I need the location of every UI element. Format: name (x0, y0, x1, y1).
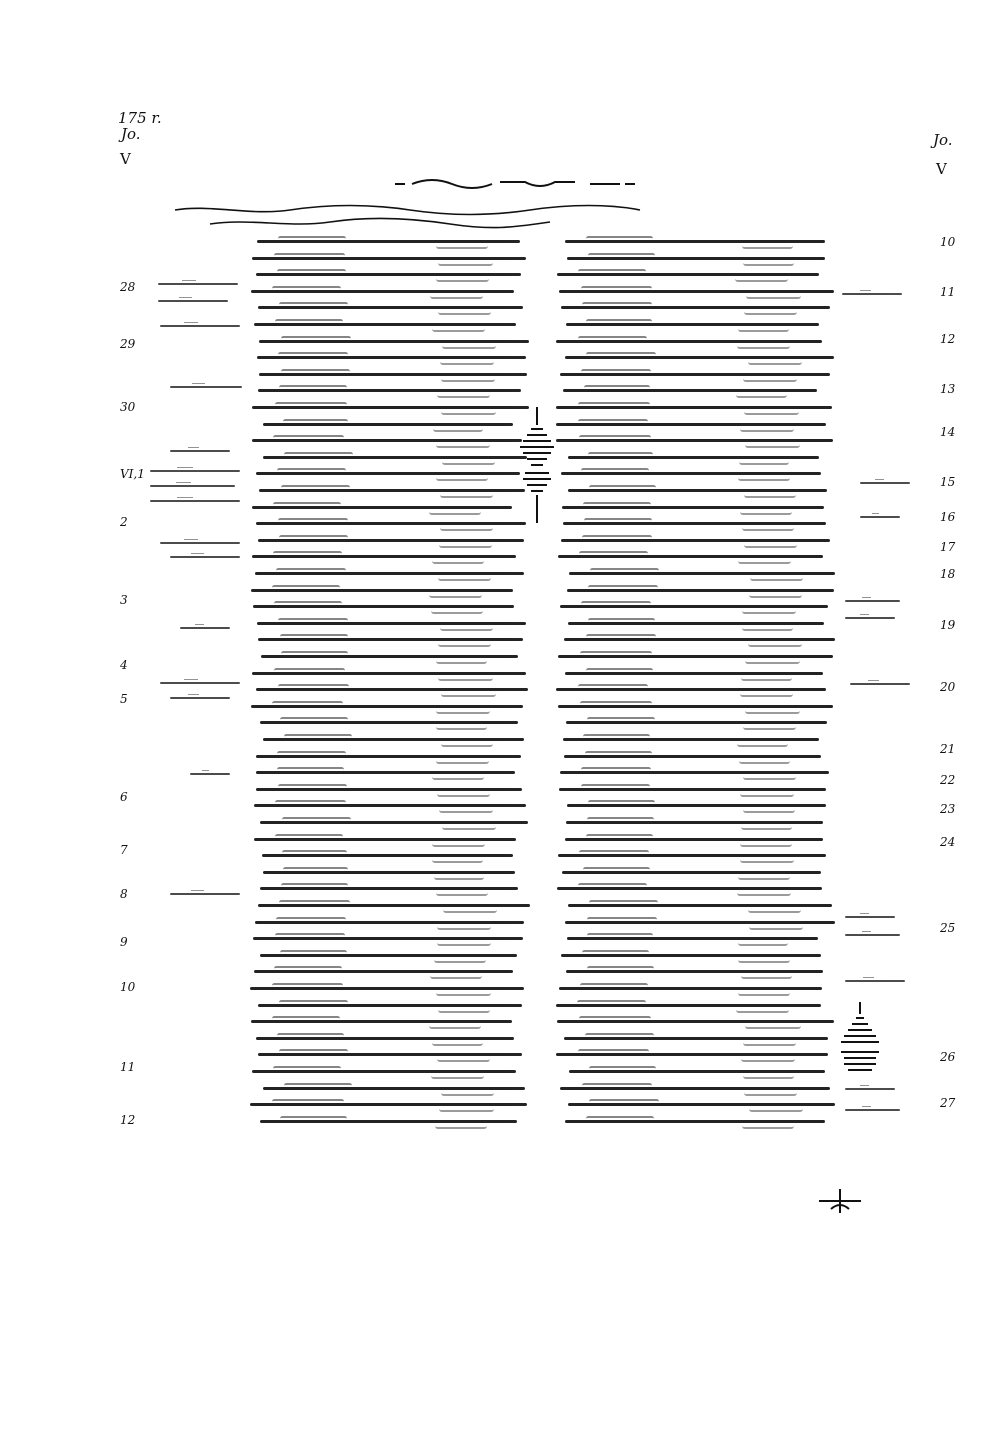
verse-number: 11 (940, 285, 956, 299)
script-line (563, 389, 817, 392)
script-line (566, 821, 822, 824)
script-line (263, 738, 524, 741)
left-text-column (250, 240, 530, 1140)
script-line (257, 622, 526, 625)
header-title-script (390, 172, 640, 194)
script-line (256, 688, 528, 691)
script-line (253, 605, 514, 608)
script-line (256, 522, 526, 525)
script-line (260, 887, 518, 890)
verse-number: 9 (120, 935, 128, 949)
script-line (255, 921, 524, 924)
margin-gloss (170, 450, 230, 452)
folio-book-right: Jo. (933, 131, 953, 149)
script-line (258, 1053, 521, 1056)
script-line (558, 555, 823, 558)
script-line (258, 1004, 522, 1007)
ornament-right-icon (838, 1000, 882, 1080)
script-line (567, 257, 825, 260)
margin-gloss (842, 293, 902, 295)
script-line (251, 589, 513, 592)
script-line (260, 954, 517, 957)
margin-gloss (160, 682, 240, 684)
script-line (568, 456, 819, 459)
script-line (259, 489, 525, 492)
verse-number: 13 (940, 382, 956, 396)
script-line (560, 373, 830, 376)
script-line (561, 306, 830, 309)
script-line (558, 854, 827, 857)
script-line (259, 373, 527, 376)
script-line (251, 1020, 512, 1023)
verse-number: 24 (940, 835, 956, 849)
script-line (565, 240, 824, 243)
margin-gloss (845, 600, 900, 602)
verse-number: 12 (120, 1113, 136, 1127)
margin-gloss (180, 627, 230, 629)
script-line (252, 257, 526, 260)
margin-gloss (160, 325, 240, 327)
script-line (561, 472, 821, 475)
script-line (568, 489, 828, 492)
margin-gloss (845, 1088, 895, 1090)
script-line (258, 904, 530, 907)
script-line (567, 937, 818, 940)
script-line (258, 389, 521, 392)
script-line (569, 572, 835, 575)
script-line (260, 821, 527, 824)
script-line (262, 854, 513, 857)
script-line (260, 721, 519, 724)
script-line (557, 273, 819, 276)
script-line (252, 406, 529, 409)
margin-gloss (150, 470, 240, 472)
script-line (560, 605, 828, 608)
script-line (568, 1103, 835, 1106)
script-line (258, 306, 522, 309)
margin-gloss (850, 683, 910, 685)
margin-gloss (190, 773, 230, 775)
script-line (563, 738, 819, 741)
script-line (256, 755, 521, 758)
margin-gloss (158, 300, 228, 302)
script-line (560, 771, 829, 774)
margin-gloss (860, 516, 900, 518)
script-line (565, 1120, 825, 1123)
script-line (566, 970, 823, 973)
verse-number: 4 (120, 658, 128, 672)
script-line (556, 1053, 828, 1056)
script-line (256, 1037, 514, 1040)
margin-gloss (160, 542, 240, 544)
script-line (256, 472, 520, 475)
script-line (556, 1004, 822, 1007)
chapter-right: V (936, 160, 947, 178)
verse-number: 16 (940, 510, 956, 524)
script-line (254, 838, 516, 841)
script-line (556, 439, 833, 442)
script-line (567, 804, 826, 807)
script-line (559, 290, 835, 293)
verse-number: 22 (940, 773, 956, 787)
script-line (564, 638, 835, 641)
margin-gloss (170, 556, 240, 558)
script-line (562, 506, 824, 509)
ornament-left-icon (517, 405, 557, 525)
script-line (564, 1037, 827, 1040)
script-line (565, 838, 823, 841)
script-line (560, 1087, 830, 1090)
script-line (252, 1070, 516, 1073)
verse-number: 25 (940, 921, 956, 935)
verse-number: 15 (940, 475, 956, 489)
margin-gloss (158, 283, 238, 285)
verse-number: 17 (940, 540, 956, 554)
script-line (561, 954, 821, 957)
script-line (254, 804, 526, 807)
script-line (255, 572, 524, 575)
verse-number: 26 (940, 1050, 956, 1064)
script-line (566, 721, 827, 724)
script-line (252, 672, 526, 675)
chapter-left: V (120, 150, 131, 168)
margin-gloss (845, 934, 900, 936)
verse-number: 5 (120, 692, 128, 706)
script-line (567, 589, 834, 592)
script-line (258, 638, 522, 641)
script-line (565, 356, 834, 359)
margin-gloss (170, 386, 242, 388)
verse-number: 10 (940, 235, 956, 249)
margin-gloss (150, 500, 240, 502)
verse-number: 7 (120, 843, 128, 857)
script-line (263, 423, 512, 426)
script-line (568, 904, 832, 907)
script-line (556, 340, 821, 343)
margin-gloss (170, 893, 240, 895)
script-line (557, 1020, 834, 1023)
script-line (263, 456, 526, 459)
verse-number: 18 (940, 567, 956, 581)
script-line (559, 788, 825, 791)
script-line (565, 921, 835, 924)
script-line (250, 987, 523, 990)
verse-number: 27 (940, 1096, 956, 1110)
verse-number: VI,1 (120, 467, 145, 481)
script-line (558, 655, 833, 658)
verse-number: 21 (940, 742, 956, 756)
script-line (562, 871, 821, 874)
verse-number: 3 (120, 593, 128, 607)
verse-number: 20 (940, 680, 956, 694)
script-line (257, 240, 520, 243)
margin-gloss (150, 485, 235, 487)
script-line (563, 522, 826, 525)
script-line (259, 340, 528, 343)
script-line (561, 539, 830, 542)
margin-gloss (845, 916, 895, 918)
script-line (566, 323, 819, 326)
script-line (559, 987, 822, 990)
script-line (252, 506, 512, 509)
verse-number: 14 (940, 425, 956, 439)
margin-gloss (845, 1109, 900, 1111)
end-cross-icon (815, 1185, 865, 1215)
header-colophon-script (170, 202, 650, 232)
script-line (260, 1120, 518, 1123)
script-line (257, 356, 526, 359)
script-line (556, 406, 832, 409)
script-line (256, 771, 515, 774)
margin-gloss (845, 617, 895, 619)
margin-gloss (170, 697, 230, 699)
verse-number: 11 (120, 1060, 136, 1074)
script-line (568, 622, 824, 625)
right-text-column (555, 240, 840, 1140)
script-line (258, 539, 524, 542)
script-line (251, 290, 514, 293)
margin-gloss (845, 980, 905, 982)
verse-number: 6 (120, 790, 128, 804)
script-line (565, 672, 823, 675)
script-line (251, 705, 523, 708)
script-line (558, 705, 833, 708)
script-line (256, 788, 522, 791)
script-line (557, 887, 822, 890)
verse-number: 29 (120, 337, 136, 351)
script-line (254, 323, 516, 326)
script-line (556, 688, 825, 691)
script-line (564, 755, 820, 758)
script-line (254, 970, 513, 973)
script-line (556, 423, 826, 426)
folio-book-left: Jo. (121, 125, 141, 143)
verse-number: 8 (120, 887, 128, 901)
verse-number: 30 (120, 400, 136, 414)
verse-number: 19 (940, 618, 956, 632)
verse-number: 23 (940, 802, 956, 816)
script-line (253, 937, 523, 940)
margin-gloss (860, 482, 910, 484)
script-line (252, 555, 516, 558)
script-line (261, 655, 519, 658)
verse-number: 10 (120, 980, 136, 994)
script-line (263, 871, 515, 874)
verse-number: 12 (940, 332, 956, 346)
script-line (256, 273, 521, 276)
script-line (252, 439, 522, 442)
script-line (250, 1103, 527, 1106)
folio-number: 175 r. (118, 109, 162, 127)
verse-number: 28 (120, 280, 136, 294)
script-line (569, 1070, 825, 1073)
script-line (263, 1087, 526, 1090)
verse-number: 2 (120, 515, 128, 529)
